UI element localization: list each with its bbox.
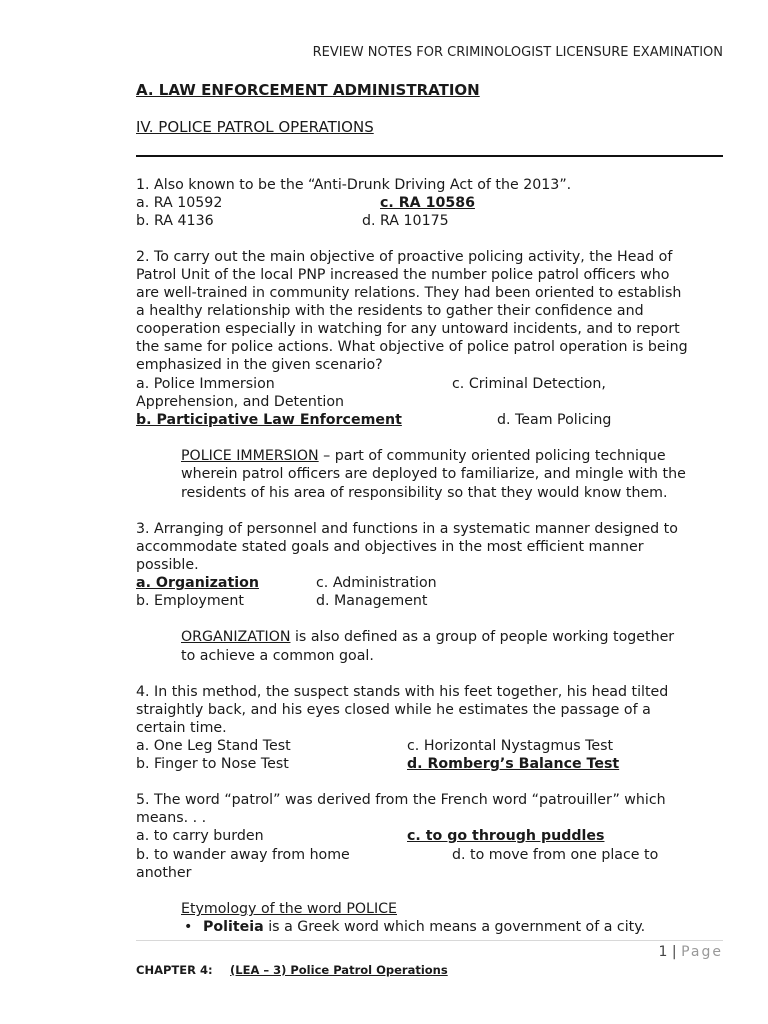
note-immersion-term: POLICE IMMERSION [181,448,319,464]
q4-option-a: a. One Leg Stand Test [136,738,291,754]
q3-option-a-answer: a. Organization [136,575,259,591]
q3-line-3: possible. [136,557,199,573]
note-organization-text: is also defined as a group of people working together [290,629,675,645]
page-number: 1 [658,944,668,960]
note-immersion-line-2: wherein patrol officers are deployed to familiarize, and mingle with the [181,466,686,482]
q2-option-c-continued: Apprehension, and Detention [136,394,345,410]
q2-line-2: Patrol Unit of the local PNP increased the number police patrol officers who [136,267,670,283]
note-organization-line-2: to achieve a common goal. [181,648,374,664]
note-immersion-line-3: residents of his area of responsibility so that they would know them. [181,485,668,501]
document-header: REVIEW NOTES FOR CRIMINOLOGIST LICENSURE EXAMINATION [312,45,723,60]
q3-option-b: b. Employment [136,593,244,609]
q1-option-d: d. RA 10175 [362,213,449,229]
q1-question: 1. Also known to be the “Anti-Drunk Driving Act of the 2013”. [136,177,572,193]
note-organization-line-1 [181,628,674,646]
q2-line-6: the same for police actions. What objective of police patrol operation is being [136,339,688,355]
q1-option-c-answer: c. RA 10586 [380,195,475,211]
etymology-bullet-term: Politeia [203,919,264,935]
note-immersion-line-1 [181,447,666,465]
q3-option-d: d. Management [316,593,428,609]
page-number-block [659,944,723,960]
q2-line-4: a healthy relationship with the residents to gather their confidence and [136,303,644,319]
note-organization-term: ORGANIZATION [181,629,291,645]
q4-option-c: c. Horizontal Nystagmus Test [407,738,614,754]
q3-line-2: accommodate stated goals and objectives in the most efficient manner [136,539,644,555]
etymology-heading: Etymology of the word POLICE [181,901,397,917]
footer-chapter: CHAPTER 4: [136,963,213,977]
q5-option-a: a. to carry burden [136,828,264,844]
etymology-bullet-item [203,918,645,936]
q4-option-d-answer: d. Romberg’s Balance Test [407,756,620,772]
bullet-icon: • [184,919,193,935]
page-separator: | [671,944,677,960]
q5-line-1: 5. The word “patrol” was derived from the French word “patrouiller” which [136,792,666,808]
q2-option-a: a. Police Immersion [136,376,275,392]
q1-option-b: b. RA 4136 [136,213,214,229]
q5-option-d-continued: another [136,865,192,881]
page-label: Page [681,944,723,960]
q2-line-1: 2. To carry out the main objective of proactive policing activity, the Head of [136,249,673,265]
note-immersion-text: – part of community oriented policing technique [318,448,666,464]
q2-option-b-answer: b. Participative Law Enforcement [136,412,402,428]
q4-line-1: 4. In this method, the suspect stands with his feet together, his head tilted [136,684,669,700]
q2-line-5: cooperation especially in watching for any untoward incidents, and to report [136,321,680,337]
q2-line-3: are well-trained in community relations. They had been oriented to establish [136,285,682,301]
q4-option-b: b. Finger to Nose Test [136,756,289,772]
section-title: A. LAW ENFORCEMENT ADMINISTRATION [136,81,480,99]
etymology-bullet-text: is a Greek word which means a government of a city. [263,919,646,935]
q5-option-b: b. to wander away from home [136,847,350,863]
q2-line-7: emphasized in the given scenario? [136,357,383,373]
q4-line-3: certain time. [136,720,227,736]
q5-option-c-answer: c. to go through puddles [407,828,605,844]
q5-option-d: d. to move from one place to [452,847,659,863]
title-divider [136,155,723,157]
footer-divider [136,940,723,941]
q4-line-2: straightly back, and his eyes closed while he estimates the passage of a [136,702,651,718]
q1-option-a: a. RA 10592 [136,195,223,211]
q5-line-2: means. . . [136,810,207,826]
q2-option-c: c. Criminal Detection, [452,376,606,392]
q3-line-1: 3. Arranging of personnel and functions in a systematic manner designed to [136,521,678,537]
subsection-title: IV. POLICE PATROL OPERATIONS [136,118,374,136]
q3-option-c: c. Administration [316,575,437,591]
footer-course-title: (LEA – 3) Police Patrol Operations [230,963,448,977]
q2-option-d: d. Team Policing [497,412,612,428]
